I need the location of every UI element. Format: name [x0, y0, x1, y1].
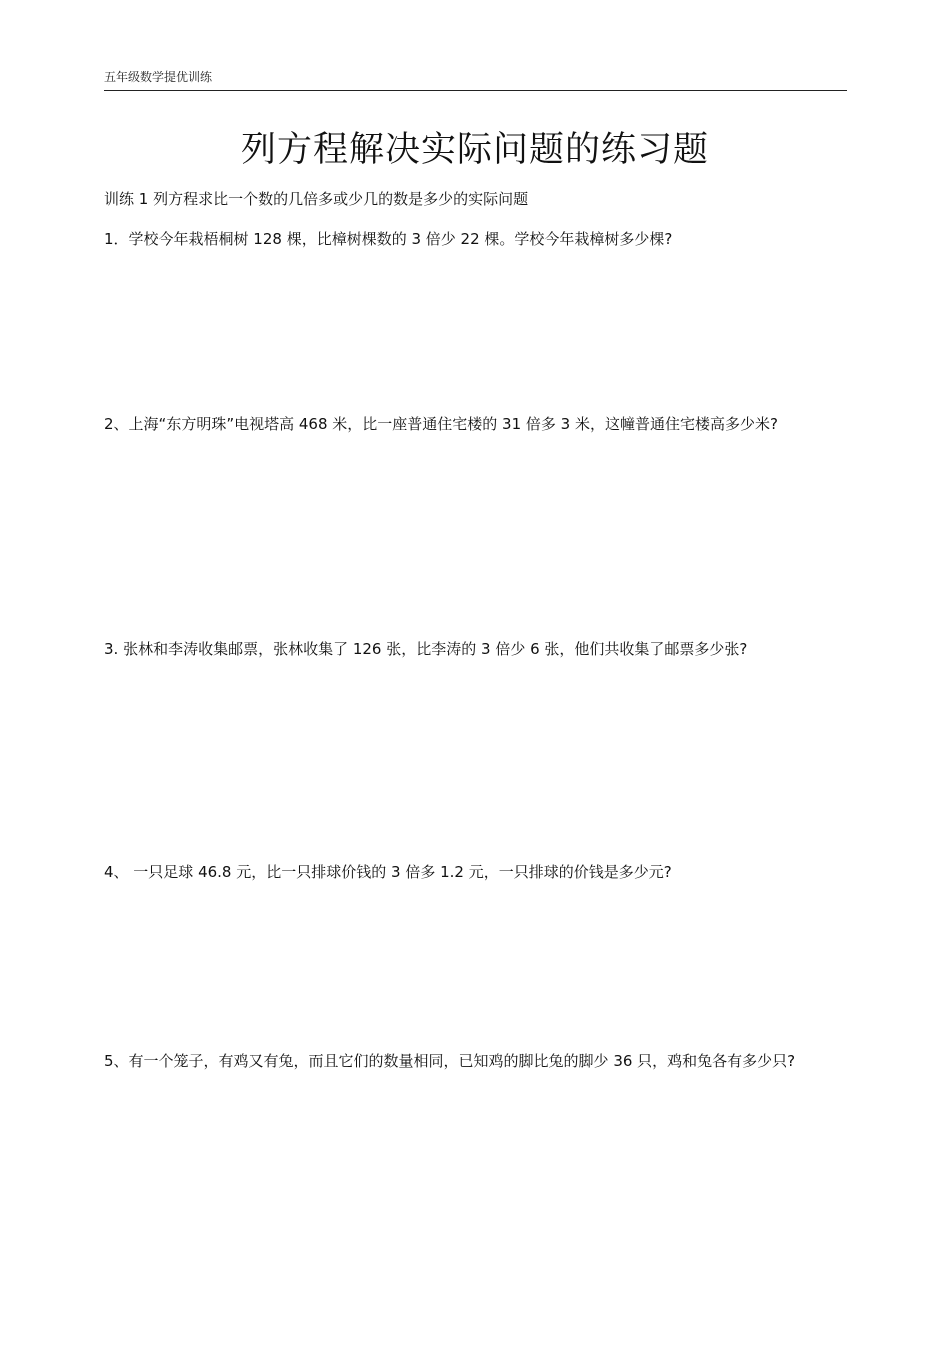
running-header: 五年级数学提优训练 [104, 70, 213, 84]
problem-1: 1．学校今年栽梧桐树 128 棵，比樟树棵数的 3 倍少 22 棵。学校今年栽樟树多少棵? [104, 230, 673, 248]
problem-4: 4、 一只足球 46.8 元，比一只排球价钱的 3 倍多 1.2 元，一只排球的价钱是多少元? [104, 863, 672, 881]
section-heading: 训练 1 列方程求比一个数的几倍多或少几的数是多少的实际问题 [104, 190, 529, 208]
page-title: 列方程解决实际问题的练习题 [240, 130, 709, 170]
problem-2: 2、上海“东方明珠”电视塔高 468 米，比一座普通住宅楼的 31 倍多 3 米，这幢普通住宅楼高多少米? [104, 415, 778, 433]
header-rule [104, 90, 847, 91]
problem-5: 5、有一个笼子，有鸡又有兔，而且它们的数量相同，已知鸡的脚比兔的脚少 36 只，鸡和兔各有多少只? [104, 1052, 796, 1070]
problem-3: 3. 张林和李涛收集邮票，张林收集了 126 张，比李涛的 3 倍少 6 张，他们共收集了邮票多少张? [104, 640, 748, 658]
